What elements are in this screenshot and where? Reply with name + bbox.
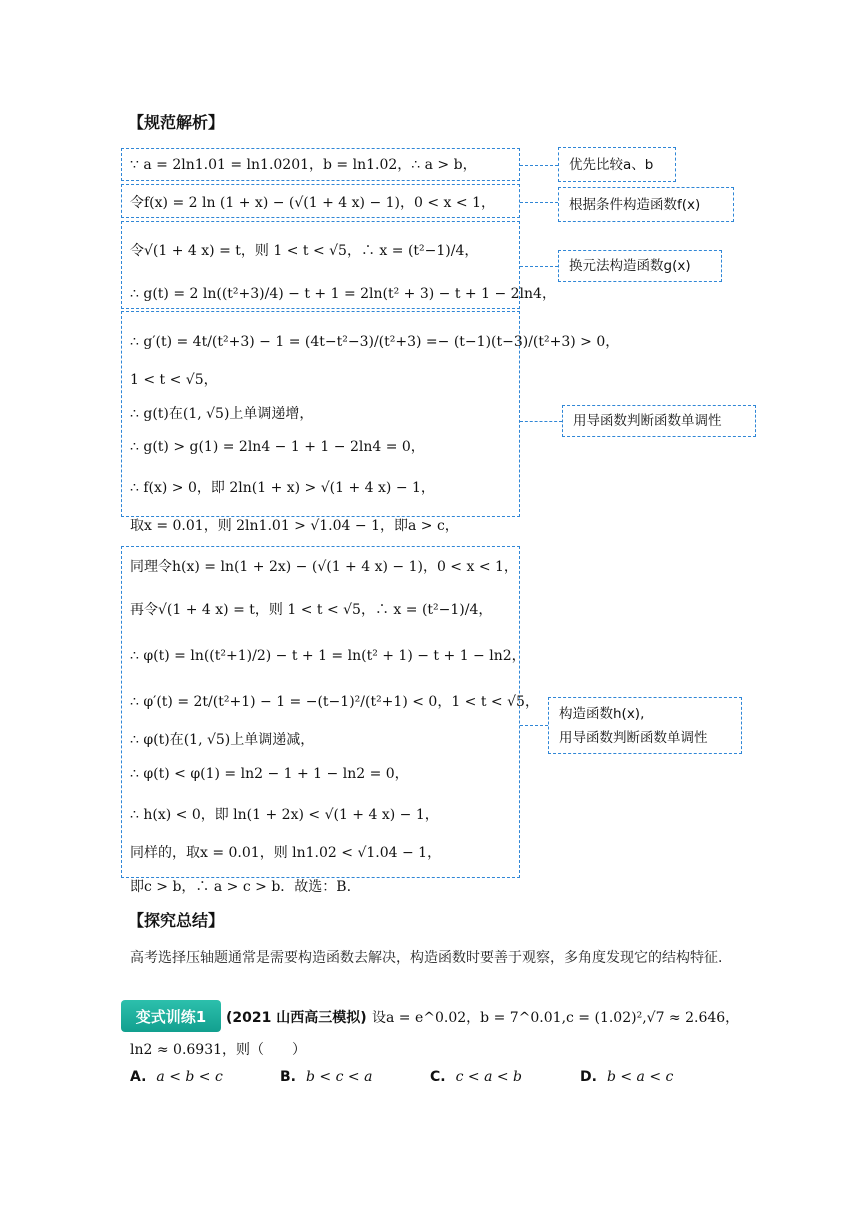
exercise-stem-cont: ln2 ≈ 0.6931，则（ ） xyxy=(130,1042,307,1058)
exercise-stem: 设a = e^0.02，b = 7^0.01,c = (1.02)²,√7 ≈ 2.646， xyxy=(372,1010,740,1026)
connector-5 xyxy=(520,725,548,726)
step-line: ∴ φ′(t) = 2t/(t²+1) − 1 = −(t−1)²/(t²+1) < 0，1 < t < √5， xyxy=(130,694,539,710)
note-construct-h: 构造函数h(x), 用导函数判断函数单调性 xyxy=(548,697,742,754)
step-line: 再令√(1 + 4 x) = t，则 1 < t < √5，∴ x = (t²−1)/4， xyxy=(130,602,493,618)
step-line: 令√(1 + 4 x) = t，则 1 < t < √5，∴ x = (t²−1)/4， xyxy=(130,243,479,259)
step-line: 同理令h(x) = ln(1 + 2x) − (√(1 + 4 x) − 1)，0 < x < 1， xyxy=(130,559,518,575)
step-line: ∴ g′(t) = 4t/(t²+3) − 1 = (4t−t²−3)/(t²+3) =− (t−1)(t−3)/(t²+3) > 0， xyxy=(130,334,620,350)
step-line: 令f(x) = 2 ln (1 + x) − (√(1 + 4 x) − 1)，0 < x < 1， xyxy=(130,195,495,211)
note-compare-ab: 优先比较a、b xyxy=(558,147,676,182)
exercise-badge: 变式训练1 xyxy=(121,1000,221,1032)
step-line: 取x = 0.01，则 2ln1.01 > √1.04 − 1，即a > c， xyxy=(130,518,459,534)
connector-2 xyxy=(520,202,558,203)
option-d[interactable]: D. b < a < c xyxy=(580,1069,674,1085)
step-line: ∴ g(t)在(1, √5)上单调递增， xyxy=(130,406,314,422)
step-line: ∴ φ(t) < φ(1) = ln2 − 1 + 1 − ln2 = 0， xyxy=(130,766,409,782)
step-line: ∴ h(x) < 0，即 ln(1 + 2x) < √(1 + 4 x) − 1， xyxy=(130,807,439,823)
step-line: ∴ φ(t) = ln((t²+1)/2) − t + 1 = ln(t² + 1) − t + 1 − ln2， xyxy=(130,648,526,664)
step-line: 即c > b，∴ a > c > b．故选：B. xyxy=(130,879,352,895)
option-b[interactable]: B. b < c < a xyxy=(280,1069,373,1085)
note-monotonic-g: 用导函数判断函数单调性 xyxy=(562,405,756,437)
connector-4 xyxy=(520,421,562,422)
step-line: ∴ g(t) > g(1) = 2ln4 − 1 + 1 − 2ln4 = 0， xyxy=(130,439,425,455)
step-line: 同样的，取x = 0.01，则 ln1.02 < √1.04 − 1， xyxy=(130,845,442,861)
step-line: ∴ φ(t)在(1, √5)上单调递减， xyxy=(130,732,315,748)
note-construct-f: 根据条件构造函数f(x) xyxy=(558,187,734,222)
step-line: ∴ g(t) = 2 ln((t²+3)/4) − t + 1 = 2ln(t² + 3) − t + 1 − 2ln4， xyxy=(130,286,556,302)
step-line: ∴ f(x) > 0，即 2ln(1 + x) > √(1 + 4 x) − 1， xyxy=(130,480,435,496)
connector-3 xyxy=(520,266,558,267)
connector-1 xyxy=(520,165,558,166)
option-c[interactable]: C. c < a < b xyxy=(430,1069,523,1085)
exercise-source: (2021 山西高三模拟) xyxy=(226,1010,367,1026)
summary-text: 高考选择压轴题通常是需要构造函数去解决，构造函数时要善于观察，多角度发现它的结构特征. xyxy=(130,950,723,966)
option-a[interactable]: A. a < b < c xyxy=(130,1069,223,1085)
step-line: 1 < t < √5， xyxy=(130,372,218,388)
box-construct-h xyxy=(121,546,520,878)
note-construct-g: 换元法构造函数g(x) xyxy=(558,250,722,282)
summary-heading: 【探究总结】 xyxy=(128,911,225,930)
step-line: ∵ a = 2ln1.01 = ln1.0201，b = ln1.02，∴ a > b， xyxy=(130,157,477,173)
solution-heading: 【规范解析】 xyxy=(128,113,225,132)
